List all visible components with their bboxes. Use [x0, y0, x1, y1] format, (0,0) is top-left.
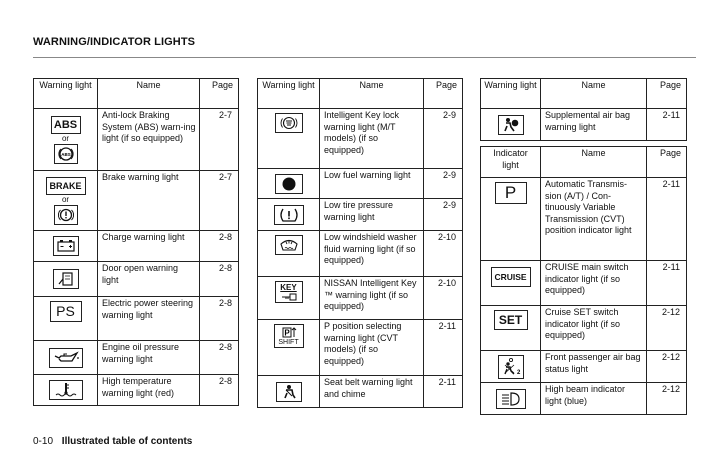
seat-belt-icon	[276, 382, 302, 402]
table-row	[34, 109, 239, 171]
table-row	[481, 261, 687, 306]
svg-text:2: 2	[516, 369, 520, 376]
row-name: Cruise SET switch indicator light (if so equipped)	[541, 306, 647, 351]
abs-circle-icon	[54, 144, 78, 164]
p-position-icon: P	[495, 182, 527, 204]
key-icon-label: KEY	[280, 283, 297, 292]
header-page: Page	[647, 147, 687, 178]
table-row	[481, 351, 687, 383]
row-page: 2-7	[200, 171, 239, 231]
table-row	[34, 171, 239, 231]
row-page: 2-11	[647, 261, 687, 306]
row-page: 2-8	[200, 262, 239, 297]
header-name: Name	[541, 147, 647, 178]
footer-section-label: Illustrated table of contents	[61, 436, 193, 447]
row-page: 2-12	[647, 383, 687, 415]
ps-icon: PS	[50, 301, 82, 322]
row-page: 2-11	[424, 376, 463, 408]
row-page: 2-9	[424, 199, 463, 231]
row-name: Supplemental air bag warning light	[541, 109, 647, 141]
warning-lights-table-2	[257, 78, 463, 408]
header-warning-light: Warning light	[258, 79, 320, 109]
header-warning-light: Warning light	[34, 79, 98, 109]
row-name: Brake warning light	[98, 171, 200, 231]
page-title: WARNING/INDICATOR LIGHTS	[33, 36, 196, 48]
row-name: Anti-lock Braking System (ABS) warn-ing light (if so equipped)	[98, 109, 200, 171]
footer-page-number: 0-10	[33, 436, 54, 447]
row-page: 2-11	[647, 178, 687, 261]
abs-icon: ABS	[51, 116, 81, 134]
row-page: 2-10	[424, 277, 463, 320]
title-divider	[33, 57, 696, 58]
row-name: Low fuel warning light	[320, 169, 424, 199]
row-name: Low windshield washer fluid warning light (if so equipped)	[320, 231, 424, 277]
header-indicator-light: Indicator light	[481, 147, 541, 178]
row-page: 2-12	[647, 351, 687, 383]
table-row	[258, 231, 463, 277]
svg-text:ABS: ABS	[60, 151, 71, 157]
header-page: Page	[647, 79, 687, 109]
table-row	[481, 178, 687, 261]
table-row	[34, 375, 239, 406]
row-page: 2-7	[200, 109, 239, 171]
temperature-icon	[49, 380, 83, 400]
row-name: NISSAN Intelligent Key ™ warning light (if so equipped)	[320, 277, 424, 320]
row-name: Engine oil pressure warning light	[98, 341, 200, 375]
row-name: Automatic Transmis-sion (A/T) / Con-tinuously Variable Transmission (CVT) position indicator light	[541, 178, 647, 261]
table-row	[258, 320, 463, 376]
passenger-airbag-icon	[498, 355, 524, 379]
p-shift-icon	[274, 324, 304, 348]
row-page: 2-8	[200, 341, 239, 375]
row-name: Low tire pressure warning light	[320, 199, 424, 231]
row-name: Intelligent Key lock warning light (M/T models) (if so equipped)	[320, 109, 424, 169]
row-name: CRUISE main switch indicator light (if so equipped)	[541, 261, 647, 306]
table-row	[34, 231, 239, 262]
row-name: P position selecting warning light (CVT models) (if so equipped)	[320, 320, 424, 376]
row-name: High beam indicator light (blue)	[541, 383, 647, 415]
row-name: Seat belt warning light and chime	[320, 376, 424, 408]
table-row	[34, 341, 239, 375]
table-row	[481, 109, 687, 141]
row-name: High temperature warning light (red)	[98, 375, 200, 406]
brake-circle-icon	[54, 205, 78, 225]
table-row	[481, 383, 687, 415]
warning-lights-table-1	[33, 78, 239, 406]
footer	[33, 436, 192, 447]
row-page: 2-8	[200, 231, 239, 262]
set-icon: SET	[494, 310, 528, 330]
svg-text:P: P	[283, 328, 290, 338]
table-row	[258, 277, 463, 320]
row-page: 2-12	[647, 306, 687, 351]
table-row	[258, 376, 463, 408]
row-page: 2-9	[424, 169, 463, 199]
warning-lights-table-3	[480, 78, 687, 141]
row-name: Charge warning light	[98, 231, 200, 262]
oil-can-icon	[49, 348, 83, 368]
row-page: 2-11	[647, 109, 687, 141]
intelligent-key-icon	[275, 113, 303, 133]
or-label: or	[61, 133, 70, 143]
row-page: 2-8	[200, 297, 239, 341]
table-row	[34, 262, 239, 297]
table-row	[481, 306, 687, 351]
table-row	[34, 297, 239, 341]
or-label: or	[61, 194, 70, 204]
row-name: Electric power steering warning light	[98, 297, 200, 341]
tire-pressure-icon	[274, 205, 304, 225]
row-page: 2-11	[424, 320, 463, 376]
battery-icon	[53, 236, 79, 256]
key-icon	[275, 281, 303, 303]
indicator-lights-table	[480, 146, 687, 415]
door-open-icon	[53, 269, 79, 289]
header-name: Name	[98, 79, 200, 109]
header-page: Page	[200, 79, 239, 109]
header-name: Name	[541, 79, 647, 109]
table-row	[258, 199, 463, 231]
table-row	[258, 169, 463, 199]
table-row	[258, 109, 463, 169]
low-fuel-icon	[275, 174, 303, 194]
p-shift-icon-label: SHIFT	[278, 339, 299, 346]
header-name: Name	[320, 79, 424, 109]
airbag-icon	[498, 115, 524, 135]
brake-icon: BRAKE	[46, 177, 86, 195]
row-page: 2-10	[424, 231, 463, 277]
cruise-icon: CRUISE	[491, 267, 531, 287]
header-page: Page	[424, 79, 463, 109]
row-name: Front passenger air bag status light	[541, 351, 647, 383]
row-name: Door open warning light	[98, 262, 200, 297]
row-page: 2-8	[200, 375, 239, 406]
washer-fluid-icon	[275, 235, 303, 255]
row-page: 2-9	[424, 109, 463, 169]
header-warning-light: Warning light	[481, 79, 541, 109]
high-beam-icon	[496, 389, 526, 409]
